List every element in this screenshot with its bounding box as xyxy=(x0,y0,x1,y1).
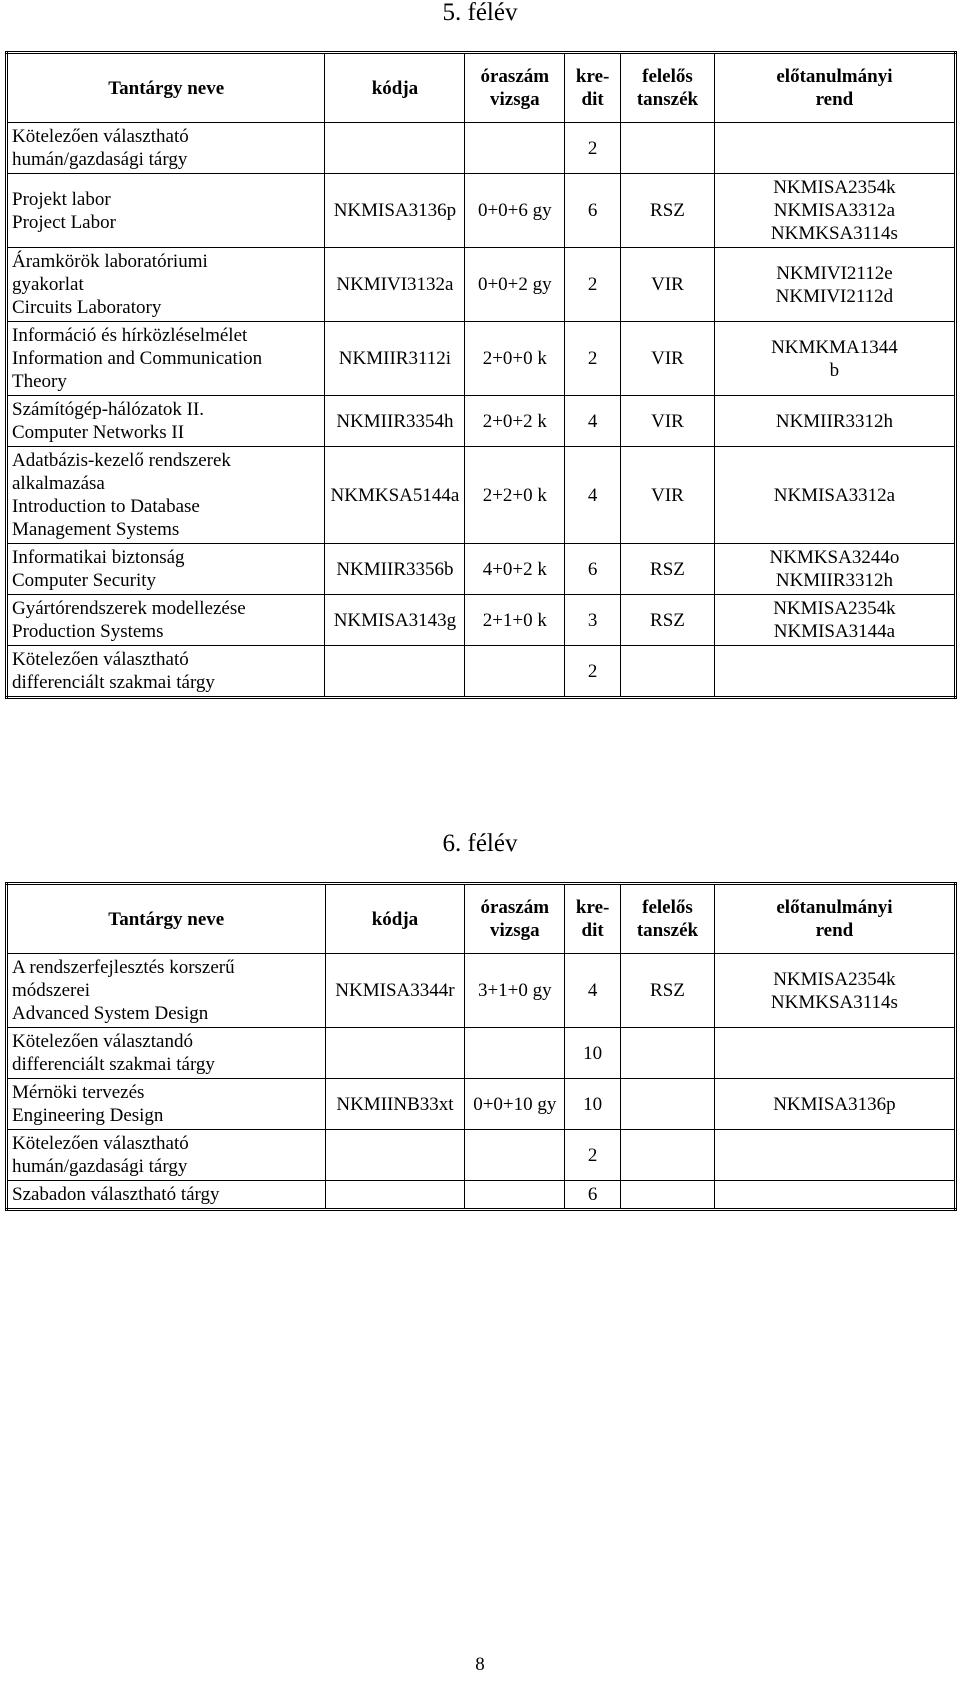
course-hours: 0+0+6 gy xyxy=(465,174,565,248)
course-credit: 4 xyxy=(565,954,621,1028)
course-credit: 6 xyxy=(565,174,621,248)
header-name: Tantárgy neve xyxy=(7,53,325,123)
course-row xyxy=(7,1079,956,1130)
course-prerequisite: NKMISA2354k NKMISA3312a NKMKSA3114s xyxy=(714,174,955,248)
course-department xyxy=(621,123,715,174)
course-code: NKMIIR3354h xyxy=(325,396,465,447)
semester-6-table xyxy=(5,882,957,1211)
course-hours: 0+0+2 gy xyxy=(465,248,565,322)
course-code: NKMKSA5144a xyxy=(325,447,465,544)
course-prerequisite xyxy=(714,1130,955,1181)
course-credit: 10 xyxy=(565,1079,621,1130)
course-row xyxy=(7,396,956,447)
course-department: RSZ xyxy=(621,174,715,248)
course-row xyxy=(7,646,956,698)
course-hours: 0+0+10 gy xyxy=(465,1079,565,1130)
course-name: Információ és hírközléselmélet Information and Communication Theory xyxy=(7,322,325,396)
course-code xyxy=(325,123,465,174)
course-name: Szabadon választható tárgy xyxy=(7,1181,326,1210)
course-prerequisite xyxy=(714,646,955,698)
header-credit: kre- dit xyxy=(565,884,621,954)
course-code: NKMIINB33xt xyxy=(325,1079,465,1130)
course-credit: 4 xyxy=(565,396,621,447)
course-hours xyxy=(465,1028,565,1079)
course-row xyxy=(7,123,956,174)
course-name: Gyártórendszerek modellezése Production Systems xyxy=(7,595,325,646)
course-prerequisite: NKMKSA3244o NKMIIR3312h xyxy=(714,544,955,595)
course-name: A rendszerfejlesztés korszerű módszerei Advanced System Design xyxy=(7,954,326,1028)
course-row xyxy=(7,595,956,646)
course-row xyxy=(7,248,956,322)
header-department: felelős tanszék xyxy=(621,884,715,954)
course-prerequisite xyxy=(714,123,955,174)
course-department xyxy=(621,646,715,698)
header-code: kódja xyxy=(325,53,465,123)
course-name: Informatikai biztonság Computer Security xyxy=(7,544,325,595)
course-row xyxy=(7,322,956,396)
course-hours: 2+1+0 k xyxy=(465,595,565,646)
course-code: NKMIIR3112i xyxy=(325,322,465,396)
page-number: 8 xyxy=(475,1654,485,1675)
course-hours: 2+0+2 k xyxy=(465,396,565,447)
course-code xyxy=(325,1130,465,1181)
header-department: felelős tanszék xyxy=(621,53,715,123)
course-credit: 2 xyxy=(565,646,621,698)
course-prerequisite: NKMKMA1344 b xyxy=(714,322,955,396)
course-hours xyxy=(465,1181,565,1210)
course-prerequisite xyxy=(714,1181,955,1210)
course-credit: 4 xyxy=(565,447,621,544)
course-department xyxy=(621,1130,715,1181)
course-department xyxy=(621,1028,715,1079)
course-prerequisite: NKMIVI2112e NKMIVI2112d xyxy=(714,248,955,322)
course-row xyxy=(7,1028,956,1079)
course-name: Kötelezően választható humán/gazdasági tárgy xyxy=(7,1130,326,1181)
header-hours: óraszám vizsga xyxy=(465,53,565,123)
course-hours: 3+1+0 gy xyxy=(465,954,565,1028)
course-row xyxy=(7,1130,956,1181)
course-credit: 6 xyxy=(565,1181,621,1210)
course-hours xyxy=(465,1130,565,1181)
course-code xyxy=(325,1181,465,1210)
course-prerequisite: NKMISA2354k NKMKSA3114s xyxy=(714,954,955,1028)
course-hours: 4+0+2 k xyxy=(465,544,565,595)
header-credit: kre- dit xyxy=(565,53,621,123)
course-row xyxy=(7,954,956,1028)
course-prerequisite: NKMIIR3312h xyxy=(714,396,955,447)
course-credit: 2 xyxy=(565,322,621,396)
course-row xyxy=(7,544,956,595)
table-header-row xyxy=(7,884,956,954)
header-code: kódja xyxy=(325,884,465,954)
course-hours: 2+2+0 k xyxy=(465,447,565,544)
course-code: NKMISA3136p xyxy=(325,174,465,248)
course-department: VIR xyxy=(621,396,715,447)
course-row xyxy=(7,447,956,544)
course-code xyxy=(325,1028,465,1079)
course-row xyxy=(7,1181,956,1210)
course-credit: 2 xyxy=(565,123,621,174)
course-name: Számítógép-hálózatok II. Computer Networks II xyxy=(7,396,325,447)
course-name: Kötelezően választható humán/gazdasági tárgy xyxy=(7,123,325,174)
course-hours xyxy=(465,646,565,698)
course-name: Adatbázis-kezelő rendszerek alkalmazása Introduction to Database Management Systems xyxy=(7,447,325,544)
semester-5-title: 5. félév xyxy=(442,0,518,26)
course-code: NKMISA3344r xyxy=(325,954,465,1028)
course-code: NKMIIR3356b xyxy=(325,544,465,595)
course-department: VIR xyxy=(621,248,715,322)
semester-5-table xyxy=(5,51,957,699)
course-department: VIR xyxy=(621,447,715,544)
course-name: Mérnöki tervezés Engineering Design xyxy=(7,1079,326,1130)
table-header-row xyxy=(7,53,956,123)
header-hours: óraszám vizsga xyxy=(465,884,565,954)
course-code xyxy=(325,646,465,698)
header-prerequisite: előtanulmányi rend xyxy=(714,53,955,123)
course-name: Kötelezően választható differenciált szakmai tárgy xyxy=(7,646,325,698)
course-prerequisite: NKMISA2354k NKMISA3144a xyxy=(714,595,955,646)
course-department: RSZ xyxy=(621,954,715,1028)
course-department: RSZ xyxy=(621,595,715,646)
course-hours xyxy=(465,123,565,174)
course-credit: 3 xyxy=(565,595,621,646)
course-department: VIR xyxy=(621,322,715,396)
course-credit: 10 xyxy=(565,1028,621,1079)
course-name: Kötelezően választandó differenciált szakmai tárgy xyxy=(7,1028,326,1079)
course-credit: 2 xyxy=(565,248,621,322)
course-hours: 2+0+0 k xyxy=(465,322,565,396)
course-row xyxy=(7,174,956,248)
course-prerequisite: NKMISA3312a xyxy=(714,447,955,544)
course-prerequisite xyxy=(714,1028,955,1079)
course-name: Áramkörök laboratóriumi gyakorlat Circuits Laboratory xyxy=(7,248,325,322)
course-department: RSZ xyxy=(621,544,715,595)
header-prerequisite: előtanulmányi rend xyxy=(714,884,955,954)
course-department xyxy=(621,1181,715,1210)
course-prerequisite: NKMISA3136p xyxy=(714,1079,955,1130)
semester-6-title: 6. félév xyxy=(442,830,518,857)
course-code: NKMIVI3132a xyxy=(325,248,465,322)
course-department xyxy=(621,1079,715,1130)
header-name: Tantárgy neve xyxy=(7,884,326,954)
course-credit: 6 xyxy=(565,544,621,595)
course-name: Projekt labor Project Labor xyxy=(7,174,325,248)
course-credit: 2 xyxy=(565,1130,621,1181)
course-code: NKMISA3143g xyxy=(325,595,465,646)
